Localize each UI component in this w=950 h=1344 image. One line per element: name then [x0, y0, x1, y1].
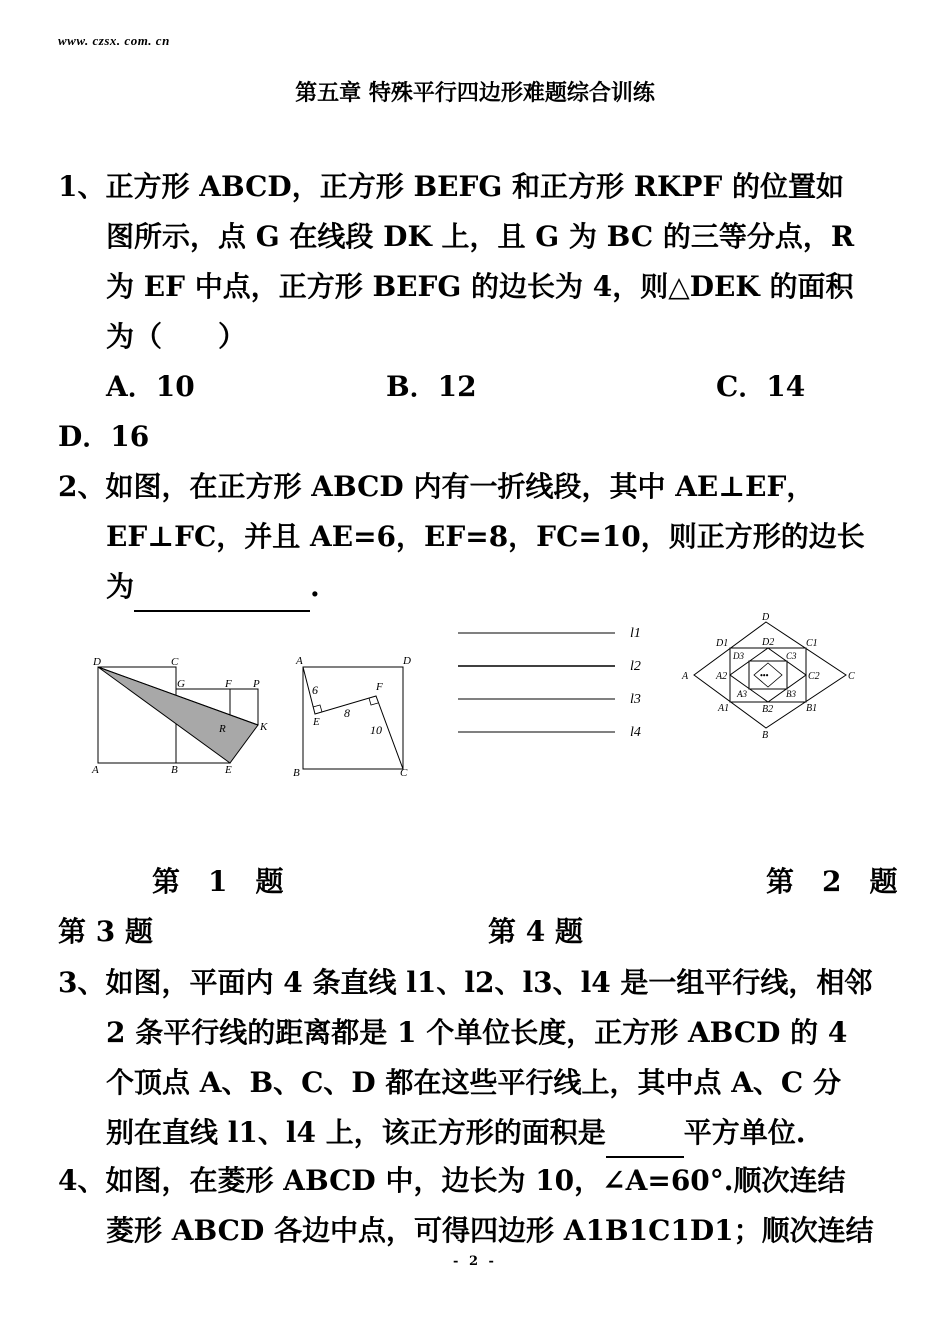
fig3-label-l2: l2	[630, 659, 641, 674]
fig4-label-a3: A3	[737, 689, 747, 699]
fig4-label-d2: D2	[762, 637, 775, 648]
fig4-label-b3: B3	[786, 689, 796, 699]
site-url: www. czsx. com. cn	[58, 33, 170, 48]
q2-line-1: 2、如图，在正方形 ABCD 内有一折线段，其中 AE⊥EF，	[58, 470, 815, 503]
fig2-label-6: 6	[312, 683, 318, 697]
figure-3	[455, 615, 655, 750]
fig4-label-a: A	[682, 671, 689, 682]
fig4-label-b2: B2	[762, 704, 774, 715]
q2-line-3-start: 为	[106, 570, 135, 603]
fig1-label-a: A	[92, 764, 99, 775]
caption-figure-2: 第 2 题	[766, 865, 898, 898]
fig1-label-k: K	[260, 721, 268, 733]
q1-option-a: A．10	[106, 370, 195, 403]
q3-line-1: 3、如图，平面内 4 条直线 l1、l2、l3、l4 是一组平行线，相邻	[58, 966, 873, 999]
caption-figure-1: 第 1 题	[152, 865, 284, 898]
q2-line-3-end: .	[310, 570, 320, 603]
q1-option-b: B．12	[386, 370, 477, 403]
fig1-label-e: E	[225, 764, 232, 775]
q1-line-4: 为（ ）	[106, 320, 247, 353]
fig4-label-b: B	[762, 730, 769, 741]
q4-line-1: 4、如图，在菱形 ABCD 中，边长为 10，∠A=60°.顺次连结	[58, 1164, 846, 1197]
fig2-label-f: F	[376, 681, 383, 693]
fig1-label-r: R	[219, 723, 226, 735]
fig1-label-g: G	[177, 678, 185, 690]
fig1-label-d: D	[93, 656, 101, 668]
q3-line-2: 2 条平行线的距离都是 1 个单位长度，正方形 ABCD 的 4	[106, 1016, 848, 1049]
fig4-label-dots: •••	[760, 671, 769, 680]
fig2-label-a: A	[296, 655, 303, 667]
fig2-label-e: E	[313, 716, 320, 728]
page-title: 第五章 特殊平行四边形难题综合训练	[295, 80, 655, 106]
fig1-label-c: C	[171, 656, 179, 668]
fig4-label-d3: D3	[733, 651, 744, 661]
q3-line-3: 个顶点 A、B、C、D 都在这些平行线上，其中点 A、C 分	[106, 1066, 841, 1099]
q1-line-1: 1、正方形 ABCD，正方形 BEFG 和正方形 RKPF 的位置如	[58, 170, 845, 203]
fig4-label-d: D	[762, 612, 770, 623]
fig2-label-8: 8	[344, 706, 350, 720]
q2-line-2: EF⊥FC，并且 AE=6，EF=8，FC=10，则正方形的边长	[106, 520, 865, 553]
fig3-label-l3: l3	[630, 692, 641, 707]
fig4-label-c3: C3	[786, 651, 797, 661]
fig4-label-d1: D1	[716, 638, 729, 649]
fig4-label-c1: C1	[806, 638, 818, 649]
fig3-label-l1: l1	[630, 626, 641, 641]
q4-line-2: 菱形 ABCD 各边中点，可得四边形 A1B1C1D1；顺次连结	[106, 1214, 874, 1247]
page-number: - 2 -	[453, 1254, 497, 1269]
caption-figure-4: 第 4 题	[488, 915, 583, 948]
q3-line-4-start: 别在直线 l1、l4 上，该正方形的面积是	[106, 1116, 606, 1149]
fig4-label-b1: B1	[806, 703, 818, 714]
q3-answer-blank[interactable]	[606, 1126, 684, 1158]
q3-line-4-end: 平方单位.	[683, 1116, 806, 1149]
fig1-label-f: F	[225, 678, 232, 690]
fig4-label-a1: A1	[718, 703, 730, 714]
figure-2	[288, 650, 423, 780]
fig4-label-a2: A2	[716, 671, 728, 682]
fig3-label-l4: l4	[630, 725, 641, 740]
figure-4	[676, 608, 866, 743]
q1-line-2: 图所示，点 G 在线段 DK 上，且 G 为 BC 的三等分点，R	[106, 220, 855, 253]
fig4-label-c: C	[848, 671, 855, 682]
q3-line-4	[106, 1108, 806, 1158]
fig4-label-c2: C2	[808, 671, 820, 682]
fig1-label-p: P	[253, 678, 260, 690]
fig2-label-b: B	[293, 767, 300, 779]
fig1-label-b: B	[171, 764, 178, 775]
q1-option-c: C．14	[716, 370, 806, 403]
q2-answer-blank[interactable]	[134, 580, 310, 612]
fig2-label-c: C	[400, 767, 408, 779]
fig2-label-d: D	[403, 655, 411, 667]
q1-option-d: D．16	[58, 420, 150, 453]
fig2-label-10: 10	[370, 723, 382, 737]
figure-1	[85, 650, 275, 775]
q2-line-3	[106, 562, 320, 612]
q1-line-3: 为 EF 中点，正方形 BEFG 的边长为 4，则△DEK 的面积	[106, 270, 854, 303]
caption-figure-3: 第 3 题	[58, 915, 153, 948]
